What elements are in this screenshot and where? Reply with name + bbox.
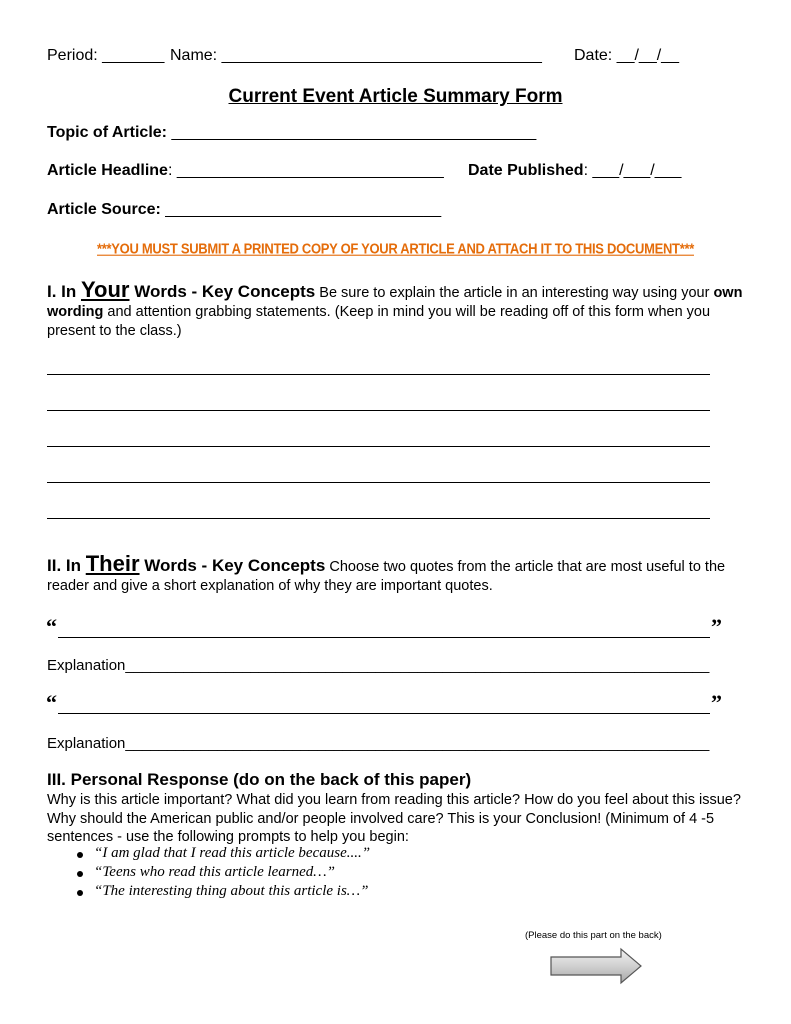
prompt-item: “Teens who read this article learned…” [94,864,335,880]
headline-label: Article Headline [47,162,168,179]
topic-blank[interactable]: _________________________________________ [167,124,537,141]
open-quote-mark: “ [46,614,57,639]
page-title: Current Event Article Summary Form [228,86,563,107]
bullet-icon [77,871,83,877]
section-2-heading: Words - Key Concepts [139,556,326,575]
source-row[interactable] [47,201,441,219]
topic-row[interactable] [47,124,536,142]
date-published-label: Date Published [468,162,584,179]
explanation-label: Explanation [47,657,126,674]
explanation-blank[interactable]: ______________________________________________________________________ [125,735,710,752]
section-2-intro [47,551,747,596]
bullet-icon [77,890,83,896]
prompt-item: “I am glad that I read this article because....” [94,845,371,861]
prompt-item: “The interesting thing about this article is…” [94,883,369,899]
explanation-blank[interactable]: ______________________________________________________________________ [125,657,710,674]
quote-line[interactable] [58,637,710,638]
section-2-text: Choose two quotes from the article that are most useful to the reader and give a short explanation of why they are important quotes. [47,559,726,594]
name-field[interactable]: Name: ____________________________________ [170,47,542,64]
headline-row[interactable] [47,162,444,180]
headline-blank[interactable]: : ______________________________ [167,162,444,179]
explanation-row[interactable] [47,735,709,752]
open-quote-mark: “ [46,690,57,715]
right-arrow-icon [549,947,644,985]
explanation-label: Explanation [47,735,126,752]
section-1-prefix: I. In [47,282,81,301]
explanation-row[interactable] [47,657,709,674]
source-blank[interactable]: _______________________________ [160,201,442,218]
answer-line[interactable] [47,482,710,483]
section-1-intro [47,277,747,341]
section-1-text-2: and attention grabbing statements. (Keep in mind you will be reading off of this form when you present to the class.) [47,304,711,339]
back-note: (Please do this part on the back) [525,930,662,941]
close-quote-mark: ” [711,614,722,639]
answer-line[interactable] [47,410,710,411]
close-quote-mark: ” [711,690,722,715]
section-1-heading: Words - Key Concepts [129,282,316,301]
section-3-body: Why is this article important? What did you learn from reading this article? How do you feel about this issue? Why should the American public and/or people involved care? This is your Conclusion! (Minimum of 4 -5 sentences - use the following prompts to help you begin: [47,792,741,845]
section-1-big-word: Your [81,277,130,302]
answer-line[interactable] [47,446,710,447]
section-1-bold-phrase: own wording [47,285,743,320]
answer-line[interactable] [47,518,710,519]
section-1-text: Be sure to explain the article in an interesting way using your [315,285,714,301]
date-field[interactable]: Date: __/__/__ [574,47,679,64]
period-field[interactable]: Period: _______ [47,47,165,64]
bullet-icon [77,852,83,858]
answer-line[interactable] [47,374,710,375]
quote-line[interactable] [58,713,710,714]
submit-warning: ***YOU MUST SUBMIT A PRINTED COPY OF YOUR ARTICLE AND ATTACH IT TO THIS DOCUMENT*** [97,240,694,257]
section-2-big-word: Their [85,551,140,576]
date-published-blank[interactable]: : ___/___/___ [583,162,682,179]
section-2-prefix: II. In [47,556,86,575]
source-label: Article Source: [47,201,161,218]
section-3-heading: III. Personal Response (do on the back of this paper) [47,770,472,789]
topic-label: Topic of Article: [47,124,167,141]
date-published-row[interactable] [468,162,681,180]
